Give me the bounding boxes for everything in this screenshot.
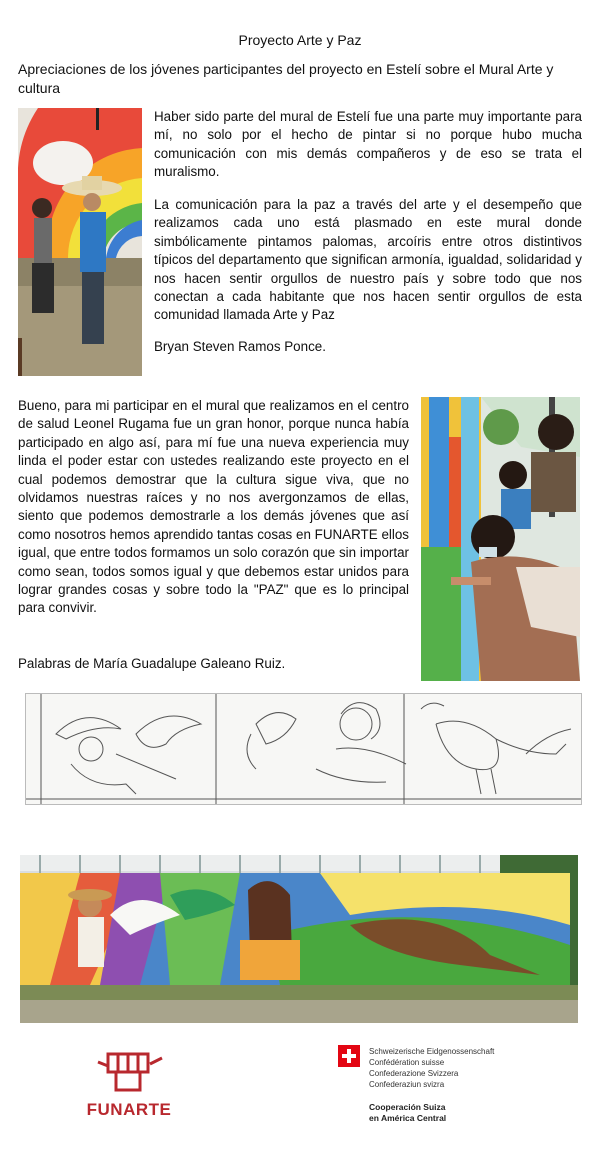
testimony-2-signature: Palabras de María Guadalupe Galeano Ruiz. — [18, 656, 286, 671]
photo-painted-mural — [20, 855, 578, 1023]
testimony-2-paragraph: Bueno, para mi participar en el mural que realizamos en el centro de salud Leonel Rugama fue un gran honor, porque nunca había participado en algo así, para mí fue una nueva experiencia muy linda el poder estar con ustedes realizando este proyecto en el cual podemos demostrar que la cultura sigue viva, que no olvidamos nuestras raíces y no nos avergonzamos de ellas, siento que podemos demostrarle a los demás jóvenes que así como nosotros hemos aprendido tantas cosas en FUNARTE ellos igual, que entre todos formamos un solo corazón que sin importar como sean, todos somos igual y que debemos estar unidos para lograr grandes cosas y sobre todo la "PAZ" que es lo principal para convivir. — [18, 398, 409, 616]
testimony-1-signature: Bryan Steven Ramos Ponce. — [154, 339, 326, 354]
swiss-name-de: Schweizerische Eidgenossenschaft — [369, 1047, 495, 1056]
page-title: Proyecto Arte y Paz — [238, 32, 362, 48]
funarte-logo — [84, 1044, 174, 1124]
swiss-cross-icon — [338, 1045, 360, 1067]
swiss-name-rm: Confederaziun svizra — [369, 1080, 445, 1089]
funarte-wordmark: FUNARTE — [86, 1100, 172, 1119]
swiss-name-it: Confederazione Svizzera — [369, 1069, 459, 1078]
cooperation-label — [369, 1102, 446, 1124]
testimony-1-paragraph-2: La comunicación para la paz a través del arte y el desempeño que realizamos cada uno está plasmado en este mural donde simbólicamente pintamos palomas, arcoíris entre otros distintivos típicos del departamento que significan armonía, igualdad, solidaridad y nos hacen sentir orgullos de nuestro país y sobre todo que nos conectan a cada habitante que nos hacen sentir orgullos de esta comunidad llamada Arte y Paz — [154, 197, 582, 323]
photo-painting-rainbow — [18, 108, 142, 376]
swiss-name-fr: Confédération suisse — [369, 1058, 445, 1067]
raised-fist-icon — [88, 1044, 168, 1094]
cooperation-line-1: Cooperación Suiza — [369, 1102, 446, 1112]
swiss-confederation-names — [369, 1046, 494, 1090]
cooperation-line-2: en América Central — [369, 1113, 447, 1123]
page-subtitle: Apreciaciones de los jóvenes participantes del proyecto en Estelí sobre el Mural Arte y cultura — [18, 61, 554, 96]
mural-pencil-sketch — [25, 693, 582, 805]
photo-youths-painting — [421, 397, 580, 681]
testimony-1-paragraph-1: Haber sido parte del mural de Estelí fue una parte muy importante para mí, no solo por el hecho de pintar si no porque hubo mucha comunicación con mis demás compañeros y de eso se trata el muralismo. — [154, 109, 582, 180]
